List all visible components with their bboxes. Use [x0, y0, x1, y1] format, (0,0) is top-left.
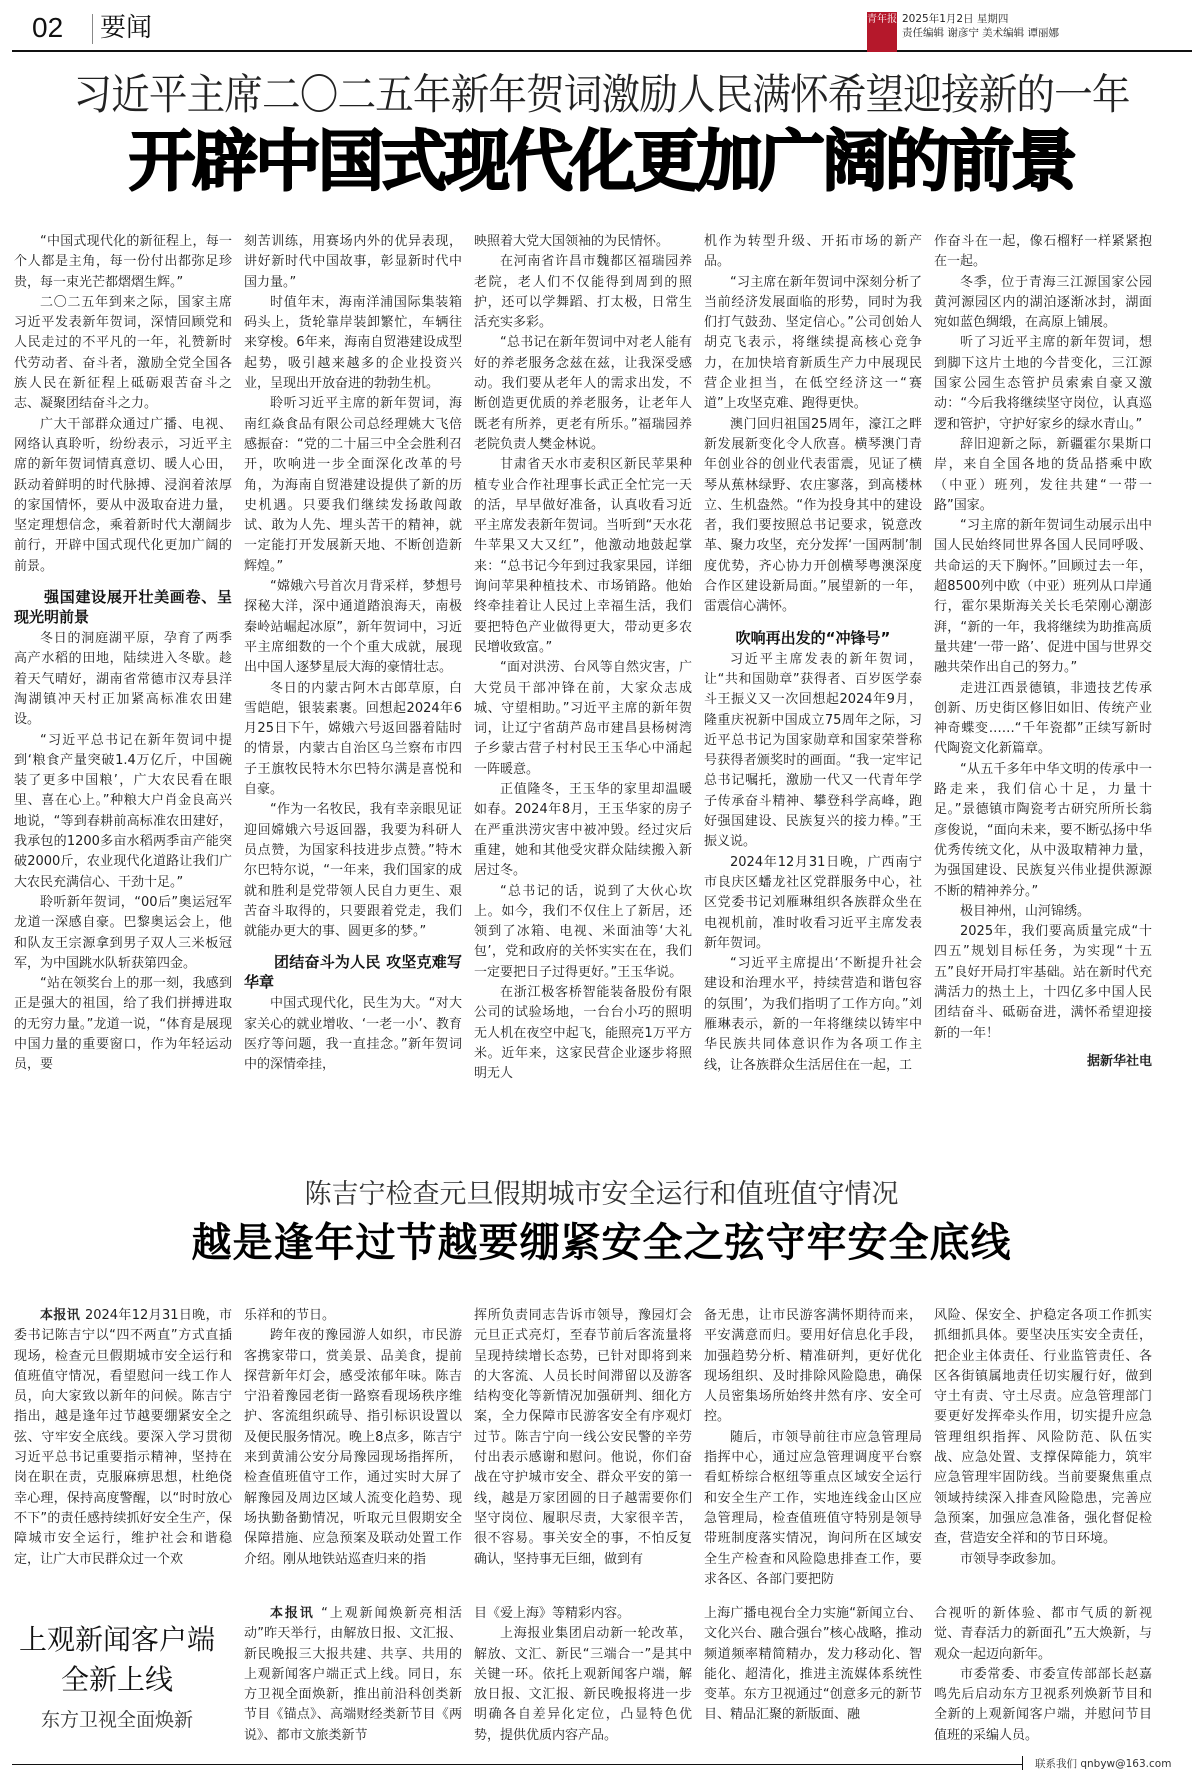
paragraph: 广大干部群众通过广播、电视、网络认真聆听，纷纷表示，习近平主席的新年贺词情真意切、暖人心田，跃动着鲜明的时代脉搏、浸润着浓厚的家国情怀，要从中汲取奋进力量，坚定理想信念，乘着新时代大潮阔步前行，开辟中国式现代化更加广阔的前景。	[14, 416, 232, 574]
article3-column	[474, 1604, 692, 1754]
article3-subtitle: 东方卫视全面焕新	[40, 1709, 193, 1731]
paragraph: 听了习近平主席的新年贺词，想到脚下这片土地的今昔变化，三江源国家公园生态管护员索索自豪又激动：“今后我将继续坚守岗位，认真巡逻和管护，守护好家乡的绿水青山。”	[934, 335, 1152, 432]
paragraph: 在浙江极客桥智能装备股份有限公司的试验场地，一台台小巧的照明无人机在夜空中起飞，能照亮1万平方米。近年来，这家民营企业逐步将照明无人	[474, 984, 692, 1082]
dateline-lead: 本报讯	[40, 1308, 85, 1323]
paragraph: 挥所负责同志告诉市领导，豫园灯会元旦正式亮灯，至春节前后客流量将呈现持续增长态势，已针对即将到来的大客流、人员长时间滞留以及游客结构变化等新情况加强研判、细化方案，全力保障市民游客安全有序观灯过节。陈吉宁向一线公安民警的辛劳付出表示感谢和慰问。他说，你们奋战在守护城市安全、群众平安的第一线，越是万家团圆的日子越需要你们坚守岗位、履职尽责，大家很辛苦，很不容易。事关安全的事，不怕反复确认，坚持事无巨细，做到有	[474, 1308, 692, 1567]
paragraph: 聆听习近平主席的新年贺词，海南红焱食品有限公司总经理姚大飞倍感振奋：“党的二十届三中全会胜利召开，吹响进一步全面深化改革的号角，为海南自贸港建设提供了新的历史机遇。只要我们继续发扬敢闯敢试、敢为人先、埋头苦干的精神，就一定能打开发展新天地、不断创造新辉煌。”	[244, 396, 462, 574]
paragraph: “嫦娥六号首次月背采样，梦想号探秘大洋，深中通道踏浪海天，南极秦岭站崛起冰原”，新年贺词中，习近平主席细数的一个个重大成就，展现出中国人逐梦星辰大海的豪情壮志。	[244, 579, 462, 676]
page-number: 02	[32, 12, 64, 43]
article3-body	[244, 1604, 1190, 1754]
subheading: 吹响再出发的“冲锋号”	[735, 628, 891, 647]
paragraph: 冬季，位于青海三江源国家公园黄河源园区内的湖泊逐渐冰封，湖面宛如蓝色绸缎，在高原上铺展。	[934, 274, 1152, 331]
section-name: 要闻	[100, 13, 153, 43]
issue-date: 2025年1月2日 星期四	[902, 13, 1009, 25]
paragraph: 合视听的新体验、都市气质的新视觉、青春活力的新面孔”五大焕新，与观众一起迈向新年。	[934, 1606, 1152, 1662]
paragraph: 在河南省许昌市魏都区福瑞园养老院，老人们不仅能得到周到的照护，还可以学舞蹈、打太极，日常生活充实多彩。	[474, 254, 692, 331]
paragraph: “总书记在新年贺词中对老人能有好的养老服务念兹在兹，让我深受感动。我们要从老年人的需求出发，不断创造更优质的养老服务，让老年人既老有所养，更老有所乐。”福瑞园养老院负责人樊金林说。	[474, 335, 692, 452]
paragraph: 聆听新年贺词，“00后”奥运冠军龙道一深感自豪。巴黎奥运会上，他和队友王宗源拿到男子双人三米板冠军，为中国跳水队斩获第四金。	[14, 894, 232, 971]
paragraph: “中国式现代化的新征程上，每一个人都是主角，每一份付出都弥足珍贵，每一束光芒都熠熠生辉。”	[14, 234, 232, 290]
paragraph: “习主席在新年贺词中深刻分析了当前经济发展面临的形势，同时为我们打气鼓劲、坚定信心。”公司创始人胡克飞表示，将继续提高核心竞争力，在加快培育新质生产力中展现民营企业担当，在低空经济这一“赛道”上攻坚克难、跑得更快。	[704, 274, 922, 412]
paragraph: 澳门回归祖国25周年，濠江之畔新发展新变化令人欣喜。横琴澳门青年创业谷的创业代表雷震，见证了横琴从蕉林绿野、农庄寥落，到高楼林立、生机盎然。“作为投身其中的建设者，我们要按照总书记要求，锐意改革、聚力攻坚，充分发挥‘一国两制’制度优势，齐心协力开创横琴粤澳深度合作区建设新局面。”展望新的一年，雷震信心满怀。	[704, 416, 922, 615]
newspaper-logo: 青年报	[867, 12, 897, 52]
paragraph: 风险、保安全、护稳定各项工作抓实抓细抓具体。要坚决压实安全责任，把企业主体责任、行业监管责任、各区各街镇属地责任切实履行好，做到守土有责、守土尽责。应急管理部门要更好发挥牵头作用，切实提升应急管理组织指挥、风险防范、队伍实战、应急处置、支撑保障能力，筑牢应急管理牢固防线。当前要聚焦重点领域持续深入排查风险隐患，完善应急预案，加强应急准备，强化督促检查，营造安全祥和的节日环境。	[934, 1308, 1152, 1547]
article3-title-line2: 全新上线	[60, 1663, 173, 1696]
editor-credits: 责任编辑 谢彦宁 美术编辑 谭丽娜	[902, 27, 1060, 39]
paragraph: 目《爱上海》等精彩内容。	[474, 1606, 631, 1621]
byline-credit: 据新华社电	[1086, 1053, 1152, 1069]
paragraph: 二〇二五年到来之际，国家主席习近平发表新年贺词，深情回顾党和人民走过的不平凡的一年，礼赞新时代劳动者、奋斗者，激励全党全国各族人民在新征程上砥砺艰苦奋斗之志、凝聚团结奋斗之力。	[14, 294, 232, 412]
article2-kicker: 陈吉宁检查元旦假期城市安全运行和值班值守情况	[304, 1179, 899, 1210]
article1-headline: 开辟中国式现代化更加广阔的前景	[129, 123, 1074, 200]
article1-column	[14, 232, 232, 1162]
paragraph: 中国式现代化，民生为大。“对大家关心的就业增收、‘一老一小’、教育医疗等问题，我一直挂念。”新年贺词中的深情牵挂，	[244, 996, 462, 1073]
paragraph: 备无患，让市民游客满怀期待而来，平安满意而归。要用好信息化手段，加强趋势分析、精准研判，更好优化现场组织、及时排除风险隐患，确保人员密集场所始终井然有序、安全可控。	[704, 1308, 922, 1425]
paragraph: 随后，市领导前往市应急管理局指挥中心，通过应急管理调度平台察看虹桥综合枢纽等重点区域安全运行和安全生产工作，实地连线金山区应急管理局，检查值班值守特别是领导带班制度落实情况，询问所在区域安全生产检查和风险隐患排查工作，要求各区、各部门要把防	[704, 1429, 922, 1587]
paragraph: 作奋斗在一起，像石榴籽一样紧紧抱在一起。	[934, 234, 1152, 270]
article1-kicker: 习近平主席二〇二五年新年贺词激励人民满怀希望迎接新的一年	[73, 70, 1130, 119]
article3-column	[244, 1604, 462, 1754]
paragraph: “习主席的新年贺词生动展示出中国人民始终同世界各国人民同呼吸、共命运的天下胸怀。”回顾过去一年，超8500列中欧（中亚）班列从口岸通行，霍尔果斯海关关长毛荣刚心潮澎湃，“新的一年，我将继续为助推高质量共建‘一带一路’、促进中国与世界交融共荣作出自己的努力。”	[934, 518, 1152, 676]
article2-column	[474, 1306, 692, 1567]
paragraph: 映照着大党大国领袖的为民情怀。	[474, 234, 670, 249]
subheading: 团结奋斗为人民 攻坚克难写华章	[244, 953, 462, 992]
paragraph: “习近平总书记在新年贺词中提到‘粮食产量突破1.4万亿斤，中国碗装了更多中国粮’，广大农民看在眼里、喜在心上。”种粮大户肖金良高兴地说，“等到春耕前高标准农田建好，我承包的1200多亩水稻两季亩产能突破2000斤，农业现代化道路让我们广大农民充满信心、干劲十足。”	[14, 732, 232, 890]
article2-column	[934, 1306, 1152, 1567]
paragraph: 时值年末，海南洋浦国际集装箱码头上，货轮靠岸装卸繁忙，车辆往来穿梭。6年来，海南自贸港建设成型起势，吸引越来越多的企业投资兴业，呈现出开放奋进的勃勃生机。	[244, 294, 462, 392]
paragraph: 冬日的洞庭湖平原，孕育了两季高产水稻的田地，陆续进入冬歇。趁着天气晴好，湖南省常德市汉寿县洋淘湖镇冲天村正加紧高标准农田建设。	[14, 631, 232, 728]
paragraph: 正值隆冬，王玉华的家里却温暖如春。2024年8月，王玉华家的房子在严重洪涝灾害中被冲毁。经过灾后重建，她和其他受灾群众陆续搬入新居过冬。	[474, 782, 692, 879]
footer-rule	[12, 1764, 1022, 1765]
paragraph: 本报讯 2024年12月31日晚，市委书记陈吉宁以“四不两直”方式直插现场，检查元旦假期城市安全运行和值班值守情况，看望慰问一线工作人员，向大家致以新年的问候。陈吉宁指出，越是逢年过节越要绷紧安全之弦、守牢安全底线。要深入学习贯彻习近平总书记重要指示精神，坚持在岗在职在责，克服麻痹思想，杜绝侥幸心理，保持高度警醒，以“时时放心不下”的责任感持续抓好安全生产，保障城市安全运行，维护社会和谐稳定，让广大市民群众过一个欢	[14, 1308, 233, 1567]
paragraph: 本报讯 “上观新闻焕新亮相活动”昨天举行，由解放日报、文汇报、新民晚报三大报共建、共享、共用的上观新闻客户端正式上线。同日，东方卫视全面焕新，推出前沿科创类新节目《锚点》、高端财经类新节目《两说》、都市文旅类新节	[244, 1606, 462, 1743]
paragraph: 刻苦训练，用赛场内外的优异表现，讲好新时代中国故事，彰显新时代中国力量。”	[244, 234, 462, 290]
article3-title-line1: 上观新闻客户端	[18, 1623, 215, 1656]
paragraph: “面对洪涝、台风等自然灾害，广大党员干部冲锋在前，大家众志成城、守望相助。”习近平主席的新年贺词，让辽宁省葫芦岛市建昌县杨树湾子乡蒙古营子村村民王玉华心中涌起一阵暖意。	[474, 660, 692, 777]
paragraph: “作为一名牧民，我有幸亲眼见证迎回嫦娥六号返回器，我要为科研人员点赞，为国家科技进步点赞。”特木尔巴特尔说，“一年来，我们国家的成就和胜利是党带领人民自力更生、艰苦奋斗取得的，只要跟着党走，我们就能办更大的事、圆更多的梦。”	[244, 802, 462, 940]
masthead	[12, 0, 1192, 52]
article2-column	[244, 1306, 462, 1567]
article3-column	[704, 1604, 922, 1754]
article3-title-block	[12, 1620, 222, 1734]
paragraph: 走进江西景德镇，非遗技艺传承创新、历史街区修旧如旧、传统产业神奇蝶变……“千年瓷都”正续写新时代陶瓷文化新篇章。	[934, 680, 1152, 757]
article1-body	[14, 232, 1190, 1162]
paragraph: 跨年夜的豫园游人如织，市民游客携家带口，赏美景、品美食，提前探营新年灯会，感受浓郁年味。陈吉宁沿着豫园老街一路察看现场秩序维护、客流组织疏导、指引标识设置以及便民服务情况。晚上8点多，陈吉宁来到黄浦公安分局豫园现场指挥所，检查值班值守工作，通过实时大屏了解豫园及周边区域人流变化趋势、现场执勤备勤情况，听取元旦假期安全保障措施、应急预案及联动处置工作介绍。刚从地铁站巡查归来的指	[244, 1328, 462, 1567]
paragraph: 极目神州，山河锦绣。	[960, 903, 1091, 919]
article1-column	[244, 232, 462, 1162]
dateline	[902, 12, 1059, 40]
masthead-divider	[92, 14, 93, 44]
paragraph: “总书记的话，说到了大伙心坎上。如今，我们不仅住上了新居，还领到了冰箱、电视、米面油等‘大礼包’，党和政府的关怀实实在在，我们一定要把日子过得更好。”王玉华说。	[474, 883, 692, 980]
article2-body	[14, 1306, 1190, 1587]
article2-column	[14, 1306, 233, 1567]
article3-column	[934, 1604, 1152, 1754]
paragraph: “站在领奖台上的那一刻，我感到正是强大的祖国，给了我们拼搏进取的无穷力量。”龙道一说，“体育是展现中国力量的重要窗口，作为年轻运动员，要	[14, 976, 232, 1073]
footer-tick	[1022, 1756, 1023, 1770]
paragraph: 甘肃省天水市麦积区新民苹果种植专业合作社理事长武正全忙完一天的活，早早做好准备，认真收看习近平主席发表新年贺词。当听到“天水花牛苹果又大又红”，他激动地鼓起掌来：“总书记今年到过我家果园，详细询问苹果种植技术、市场销路。他始终牵挂着让人民过上幸福生活，我们要把特色产业做得更大，带动更多农民增收致富。”	[474, 457, 692, 655]
paragraph: “从五千多年中华文明的传承中一路走来，我们信心十足，力量十足。”景德镇市陶瓷考古研究所所长翁彦俊说，“面向未来，要不断弘扬中华优秀传统文化，从中汲取精神力量，为强国建设、民族复兴伟业提供源源不断的精神养分。”	[934, 761, 1152, 899]
article2-headline: 越是逢年过节越要绷紧安全之弦守牢安全底线	[191, 1220, 1012, 1266]
paragraph: 机作为转型升级、开拓市场的新产品。	[704, 234, 922, 270]
paragraph: 市领导李政参加。	[960, 1551, 1065, 1567]
article1-column	[934, 232, 1152, 1162]
subheading: 强国建设展开壮美画卷、呈现光明前景	[14, 588, 232, 627]
paragraph: 上海广播电视台全力实施“新闻立台、文化兴台、融合强台”核心战略，推动频道频率精简精办，发力移动化、智能化、超清化，推进主流媒体系统性变革。东方卫视通过“创意多元的新节目、精品汇聚的新版面、融	[704, 1606, 922, 1723]
dateline-lead: 本报讯	[270, 1606, 322, 1621]
footer-contact: 联系我们 qnbyw@163.com	[1035, 1758, 1172, 1770]
paragraph: 2024年12月31日晚，广西南宁市良庆区蟠龙社区党群服务中心，社区党委书记刘雁琳组织各族群众坐在电视机前，准时收看习近平主席发表新年贺词。	[704, 854, 922, 951]
paragraph: 2025年，我们要高质量完成“十四五”规划目标任务，为实现“十五五”良好开局打牢基础。站在新时代充满活力的热土上，十四亿多中国人民团结奋斗、砥砺奋进，满怀希望迎接新的一年！	[934, 924, 1152, 1041]
paragraph: 辞旧迎新之际，新疆霍尔果斯口岸，来自全国各地的货品搭乘中欧（中亚）班列，发往共建“一带一路”国家。	[934, 436, 1152, 513]
paragraph: 冬日的内蒙古阿木古郎草原，白雪皑皑，银装素裹。回想起2024年6月25日下午，嫦娥六号返回器着陆时的情景，内蒙古自治区乌兰察布市四子王旗牧民特木尔巴特尔满是喜悦和自豪。	[244, 680, 462, 798]
paragraph: 上海报业集团启动新一轮改革，解放、文汇、新民“三端合一”是其中关键一环。依托上观新闻客户端，解放日报、文汇报、新民晚报将进一步明确各自差异化定位，凸显特色优势，提供优质内容产品。	[474, 1626, 692, 1743]
article2-column	[704, 1306, 922, 1587]
article1-column	[474, 232, 692, 1162]
paragraph: 习近平主席发表的新年贺词，让“共和国勋章”获得者、百岁医学泰斗王振义又一次回想起2024年9月，隆重庆祝新中国成立75周年之际，习近平总书记为国家勋章和国家荣誉称号获得者颁奖时的画面。“我一定牢记总书记嘱托，激励一代又一代青年学子传承奋斗精神、攀登科学高峰，跑好强国建设、民族复兴的接力棒。”王振义说。	[704, 651, 922, 850]
paragraph: “习近平主席提出‘不断提升社会建设和治理水平，持续营造和谐包容的氛围’，为我们指明了工作方向。”刘雁琳表示，新的一年将继续以铸牢中华民族共同体意识作为各项工作主线，让各族群众生活居住在一起，工	[704, 956, 922, 1073]
article1-column	[704, 232, 922, 1162]
paragraph: 市委常委、市委宣传部部长赵嘉鸣先后启动东方卫视系列焕新节目和全新的上观新闻客户端，并慰问节目值班的采编人员。	[934, 1666, 1152, 1743]
paragraph: 乐祥和的节日。	[244, 1308, 336, 1323]
